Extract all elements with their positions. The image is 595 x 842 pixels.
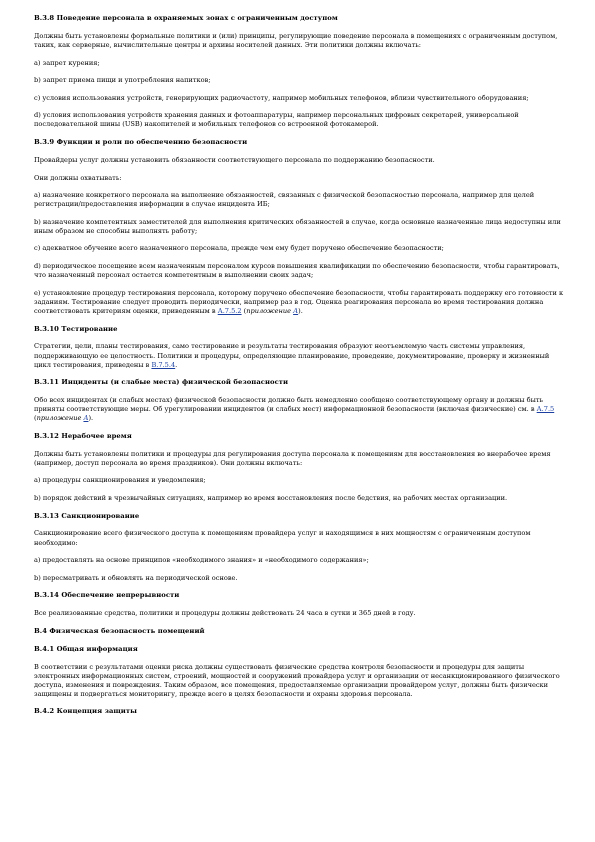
section-heading: В.4.1 Общая информация <box>34 644 138 653</box>
appendix-label: приложение <box>246 306 294 315</box>
list-item: b) пересматривать и обновлять на периодической основе. <box>34 573 238 582</box>
section-heading: В.3.13 Санкционирование <box>34 511 140 520</box>
section-heading: В.3.12 Нерабочее время <box>34 431 132 440</box>
paragraph: Все реализованные средства, политики и процедуры должны действовать 24 часа в сутки и 365 дней в году. <box>34 609 416 618</box>
list-item-text: e) установление процедур тестирования персонала, которому поручено обеспечение безопасности, чтобы гарантировать поддержку его готовности к заданиям. Тестирование следует проводить периодически, например раз в год. Оценка реагирования персонала во время тестирования должна соответствовать критериям оценки, приведенным в <box>34 288 564 315</box>
paragraph <box>34 396 564 423</box>
appendix-link[interactable]: А <box>83 414 89 423</box>
list-item: b) порядок действий в чрезвычайных ситуациях, например во время восстановления после бедствия, на рабочих местах организации. <box>34 494 508 502</box>
document-page <box>34 14 564 725</box>
paragraph: Должны быть установлены политики и процедуры для регулирования доступа персонала к помещениям для восстановления во внерабочее время (например, доступ персонала во время праздников). Они должны включать: <box>34 449 551 467</box>
appendix-link[interactable]: А <box>293 306 299 315</box>
cross-reference-link[interactable]: В.7.5.4 <box>151 360 176 369</box>
list-item-text: ( <box>241 306 247 315</box>
paragraph: Они должны охватывать: <box>34 173 122 182</box>
section-heading: В.4 Физическая безопасность помещений <box>34 626 205 635</box>
list-item: a) предоставлять на основе принципов «необходимого знания» и «необходимого содержания»; <box>34 556 369 565</box>
cross-reference-link[interactable]: А.7.5 <box>536 405 555 414</box>
section-heading: В.4.2 Концепция защиты <box>34 707 138 716</box>
list-item <box>34 289 564 316</box>
section-heading: В.3.8 Поведение персонала в охраняемых зонах с ограниченным доступом <box>34 14 338 22</box>
paragraph-text: ( <box>34 414 37 423</box>
paragraph: В соответствии с результатами оценки риска должны существовать физические средства контроля безопасности и процедуры для защиты электронных информационных систем, строений, мощностей и сооружений провайдера услуг и организации от несанкционированного физического доступа, изменения и повреждения. Таким образом, все помещения, предоставляемые организации провайдером услуг, должны быть физически защищены и подвергаться мониторингу, прежде всего в целях безопасности и охраны здоровья персонала. <box>34 662 560 698</box>
list-item: a) процедуры санкционирования и уведомления; <box>34 476 206 485</box>
paragraph-text: Обо всех инцидентах (и слабых местах) физической безопасности должно быть немедленно сообщено соответствующему органу и должны быть приняты соответствующие меры. Об урегулировании инцидентов (и слабых мест) информационной безопасности (включая физические) см. в <box>34 396 544 414</box>
list-item: b) запрет приема пищи и употребления напитков; <box>34 76 211 85</box>
paragraph: Провайдеры услуг должны установить обязанности соответствующего персонала по поддержанию безопасности. <box>34 155 435 164</box>
list-item: c) условия использования устройств, генерирующих радиочастоту, например мобильных телефонов, вблизи чувствительного оборудования; <box>34 93 529 102</box>
paragraph-text: . <box>175 360 178 369</box>
section-heading: В.3.10 Тестирование <box>34 324 118 333</box>
appendix-label: приложение <box>36 414 84 423</box>
paragraph-text: Стратегии, цели, планы тестирования, само тестирование и результаты тестирования образуют неотъемлемую часть системы управления, поддерживающую ее целостность. Политики и процедуры, определяющие планирование, проведение, документирование, проверку и жизненный цикл тестирования, приведены в <box>34 342 550 369</box>
list-item: a) запрет курения; <box>34 58 100 67</box>
list-item: d) условия использования устройств хранения данных и фотоаппаратуры, например персональных цифровых секретарей, универсальной последовательной шины (USB) накопителей и мобильных телефонов со встроенной фотокамерой. <box>34 111 519 129</box>
paragraph <box>34 342 564 369</box>
list-item-text: ). <box>298 306 303 315</box>
cross-reference-link[interactable]: А.7.5.2 <box>217 306 242 315</box>
list-item: d) периодическое посещение всем назначенным персоналом курсов повышения квалификации по обеспечению безопасности, чтобы гарантировать, что назначенный персонал остается компетентным в выполнении своих задач; <box>34 262 560 280</box>
section-heading: В.3.14 Обеспечение непрерывности <box>34 591 180 600</box>
paragraph-text: ). <box>88 414 94 423</box>
list-item: b) назначение компетентных заместителей для выполнения критических обязанностей в случае, когда основные назначенные лица недоступны или иным образом не способны выполнять работу; <box>34 217 561 235</box>
list-item: c) адекватное обучение всего назначенного персонала, прежде чем ему будет поручено обеспечение безопасности; <box>34 244 444 253</box>
section-heading: В.3.9 Функции и роли по обеспечению безопасности <box>34 138 248 147</box>
list-item: a) назначение конкретного персонала на выполнение обязанностей, связанных с физической безопасностью персонала, например для целей регистрации/предоставления информации в случае инцидента ИБ; <box>34 191 535 209</box>
section-heading: В.3.11 Инциденты (и слабые места) физической безопасности <box>34 378 289 387</box>
paragraph: Должны быть установлены формальные политики и (или) принципы, регулирующие поведение персонала в помещениях с ограниченным доступом, таких, как серверные, вычислительные центры и архивы носителей данных. Эти политики должны включать: <box>34 31 558 49</box>
paragraph: Санкционирование всего физического доступа к помещениям провайдера услуг и находящимся в них мощностям с ограниченным доступом необходимо: <box>34 529 531 547</box>
